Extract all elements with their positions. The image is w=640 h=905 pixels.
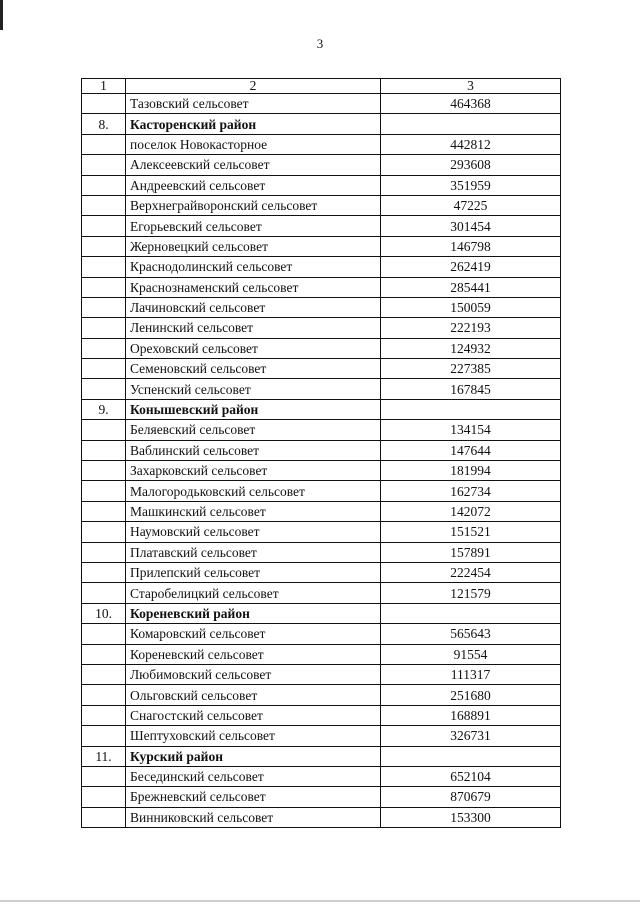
row-value-cell: 222454 xyxy=(381,562,561,582)
table-row xyxy=(82,216,561,236)
row-number-cell xyxy=(82,134,126,154)
table-row xyxy=(82,685,561,705)
row-number-cell: 8. xyxy=(82,114,126,134)
row-number-cell xyxy=(82,644,126,664)
table-row xyxy=(82,175,561,195)
row-number-cell xyxy=(82,175,126,195)
row-name-cell: Егорьевский сельсовет xyxy=(126,216,381,236)
row-value-cell: 124932 xyxy=(381,338,561,358)
table-header-row xyxy=(82,79,561,94)
row-value-cell: 293608 xyxy=(381,155,561,175)
row-value-cell: 251680 xyxy=(381,685,561,705)
row-number-cell xyxy=(82,562,126,582)
table-body xyxy=(82,79,561,828)
scan-edge-mark xyxy=(0,0,3,30)
scan-bottom-line xyxy=(0,900,640,902)
row-number-cell xyxy=(82,94,126,114)
row-name-cell: Шептуховский сельсовет xyxy=(126,726,381,746)
district-row xyxy=(82,746,561,766)
row-name-cell: Платавский сельсовет xyxy=(126,542,381,562)
row-number-cell xyxy=(82,685,126,705)
row-value-cell: 301454 xyxy=(381,216,561,236)
row-value-cell xyxy=(381,746,561,766)
row-value-cell: 111317 xyxy=(381,664,561,684)
row-value-cell: 147644 xyxy=(381,440,561,460)
table-row xyxy=(82,726,561,746)
row-name-cell: Захарковский сельсовет xyxy=(126,461,381,481)
table-row xyxy=(82,542,561,562)
row-name-cell: Лачиновский сельсовет xyxy=(126,297,381,317)
page-number: 3 xyxy=(316,36,324,51)
row-name-cell: Тазовский сельсовет xyxy=(126,94,381,114)
row-number-cell xyxy=(82,216,126,236)
table-row xyxy=(82,664,561,684)
row-name-cell: Комаровский сельсовет xyxy=(126,624,381,644)
row-number-cell xyxy=(82,766,126,786)
table-row xyxy=(82,359,561,379)
row-number-cell xyxy=(82,664,126,684)
table-row xyxy=(82,420,561,440)
table-row xyxy=(82,787,561,807)
table-row xyxy=(82,440,561,460)
row-name-cell: Краснознаменский сельсовет xyxy=(126,277,381,297)
row-number-cell xyxy=(82,522,126,542)
table-row xyxy=(82,766,561,786)
row-value-cell: 262419 xyxy=(381,257,561,277)
row-value-cell xyxy=(381,114,561,134)
row-value-cell xyxy=(381,603,561,623)
row-name-cell: Наумовский сельсовет xyxy=(126,522,381,542)
table-row xyxy=(82,501,561,521)
row-name-cell: Старобелицкий сельсовет xyxy=(126,583,381,603)
row-value-cell: 121579 xyxy=(381,583,561,603)
row-number-cell: 10. xyxy=(82,603,126,623)
row-value-cell: 162734 xyxy=(381,481,561,501)
row-value-cell: 227385 xyxy=(381,359,561,379)
table-row xyxy=(82,297,561,317)
row-value-cell: 870679 xyxy=(381,787,561,807)
header-col-2: 2 xyxy=(126,79,381,94)
row-name-cell: Ореховский сельсовет xyxy=(126,338,381,358)
district-row xyxy=(82,114,561,134)
row-number-cell xyxy=(82,624,126,644)
row-value-cell: 442812 xyxy=(381,134,561,154)
row-name-cell: Машкинский сельсовет xyxy=(126,501,381,521)
row-name-cell: Беляевский сельсовет xyxy=(126,420,381,440)
row-value-cell: 142072 xyxy=(381,501,561,521)
table-row xyxy=(82,624,561,644)
row-value-cell: 153300 xyxy=(381,807,561,827)
row-value-cell: 565643 xyxy=(381,624,561,644)
header-col-3: 3 xyxy=(381,79,561,94)
row-name-cell: Брежневский сельсовет xyxy=(126,787,381,807)
table-row xyxy=(82,562,561,582)
row-number-cell xyxy=(82,705,126,725)
row-value-cell: 652104 xyxy=(381,766,561,786)
row-number-cell xyxy=(82,359,126,379)
row-value-cell: 326731 xyxy=(381,726,561,746)
row-number-cell xyxy=(82,195,126,215)
row-name-cell: Кореневский район xyxy=(126,603,381,623)
row-name-cell: Семеновский сельсовет xyxy=(126,359,381,379)
row-number-cell xyxy=(82,807,126,827)
district-row xyxy=(82,603,561,623)
row-name-cell: поселок Новокасторное xyxy=(126,134,381,154)
row-value-cell: 146798 xyxy=(381,236,561,256)
table-row xyxy=(82,94,561,114)
row-number-cell xyxy=(82,379,126,399)
table-row xyxy=(82,481,561,501)
row-number-cell xyxy=(82,542,126,562)
table-row xyxy=(82,318,561,338)
table-row xyxy=(82,461,561,481)
row-number-cell: 11. xyxy=(82,746,126,766)
row-name-cell: Ольговский сельсовет xyxy=(126,685,381,705)
table-row xyxy=(82,583,561,603)
row-name-cell: Успенский сельсовет xyxy=(126,379,381,399)
row-name-cell: Малогородьковский сельсовет xyxy=(126,481,381,501)
table-row xyxy=(82,277,561,297)
table-row xyxy=(82,195,561,215)
row-name-cell: Краснодолинский сельсовет xyxy=(126,257,381,277)
row-number-cell xyxy=(82,318,126,338)
row-value-cell: 134154 xyxy=(381,420,561,440)
row-name-cell: Конышевский район xyxy=(126,399,381,419)
row-name-cell: Винниковский сельсовет xyxy=(126,807,381,827)
row-name-cell: Касторенский район xyxy=(126,114,381,134)
table-row xyxy=(82,338,561,358)
row-name-cell: Снагостский сельсовет xyxy=(126,705,381,725)
row-value-cell: 167845 xyxy=(381,379,561,399)
row-value-cell: 351959 xyxy=(381,175,561,195)
row-value-cell: 151521 xyxy=(381,522,561,542)
row-name-cell: Курский район xyxy=(126,746,381,766)
row-number-cell xyxy=(82,297,126,317)
table-row xyxy=(82,236,561,256)
row-name-cell: Ваблинский сельсовет xyxy=(126,440,381,460)
table-row xyxy=(82,644,561,664)
row-value-cell: 168891 xyxy=(381,705,561,725)
row-value-cell: 157891 xyxy=(381,542,561,562)
row-number-cell xyxy=(82,155,126,175)
row-number-cell xyxy=(82,420,126,440)
row-value-cell: 181994 xyxy=(381,461,561,481)
row-value-cell: 285441 xyxy=(381,277,561,297)
table-row xyxy=(82,705,561,725)
table-row xyxy=(82,807,561,827)
row-number-cell xyxy=(82,481,126,501)
row-number-cell xyxy=(82,583,126,603)
row-name-cell: Андреевский сельсовет xyxy=(126,175,381,195)
row-name-cell: Бесединский сельсовет xyxy=(126,766,381,786)
allocation-table xyxy=(81,78,561,828)
table-row xyxy=(82,379,561,399)
row-name-cell: Прилепский сельсовет xyxy=(126,562,381,582)
row-number-cell xyxy=(82,461,126,481)
row-value-cell: 464368 xyxy=(381,94,561,114)
row-value-cell: 150059 xyxy=(381,297,561,317)
row-name-cell: Любимовский сельсовет xyxy=(126,664,381,684)
table-row xyxy=(82,155,561,175)
row-name-cell: Жерновецкий сельсовет xyxy=(126,236,381,256)
row-number-cell xyxy=(82,726,126,746)
row-name-cell: Алексеевский сельсовет xyxy=(126,155,381,175)
row-number-cell xyxy=(82,236,126,256)
district-row xyxy=(82,399,561,419)
row-number-cell xyxy=(82,338,126,358)
row-number-cell xyxy=(82,277,126,297)
header-col-1: 1 xyxy=(82,79,126,94)
row-name-cell: Ленинский сельсовет xyxy=(126,318,381,338)
row-value-cell: 47225 xyxy=(381,195,561,215)
table-row xyxy=(82,257,561,277)
row-number-cell xyxy=(82,787,126,807)
row-number-cell xyxy=(82,501,126,521)
row-value-cell: 222193 xyxy=(381,318,561,338)
row-number-cell: 9. xyxy=(82,399,126,419)
row-value-cell xyxy=(381,399,561,419)
row-number-cell xyxy=(82,440,126,460)
table-row xyxy=(82,134,561,154)
row-value-cell: 91554 xyxy=(381,644,561,664)
table-row xyxy=(82,522,561,542)
row-name-cell: Кореневский сельсовет xyxy=(126,644,381,664)
row-number-cell xyxy=(82,257,126,277)
row-name-cell: Верхнеграйворонский сельсовет xyxy=(126,195,381,215)
